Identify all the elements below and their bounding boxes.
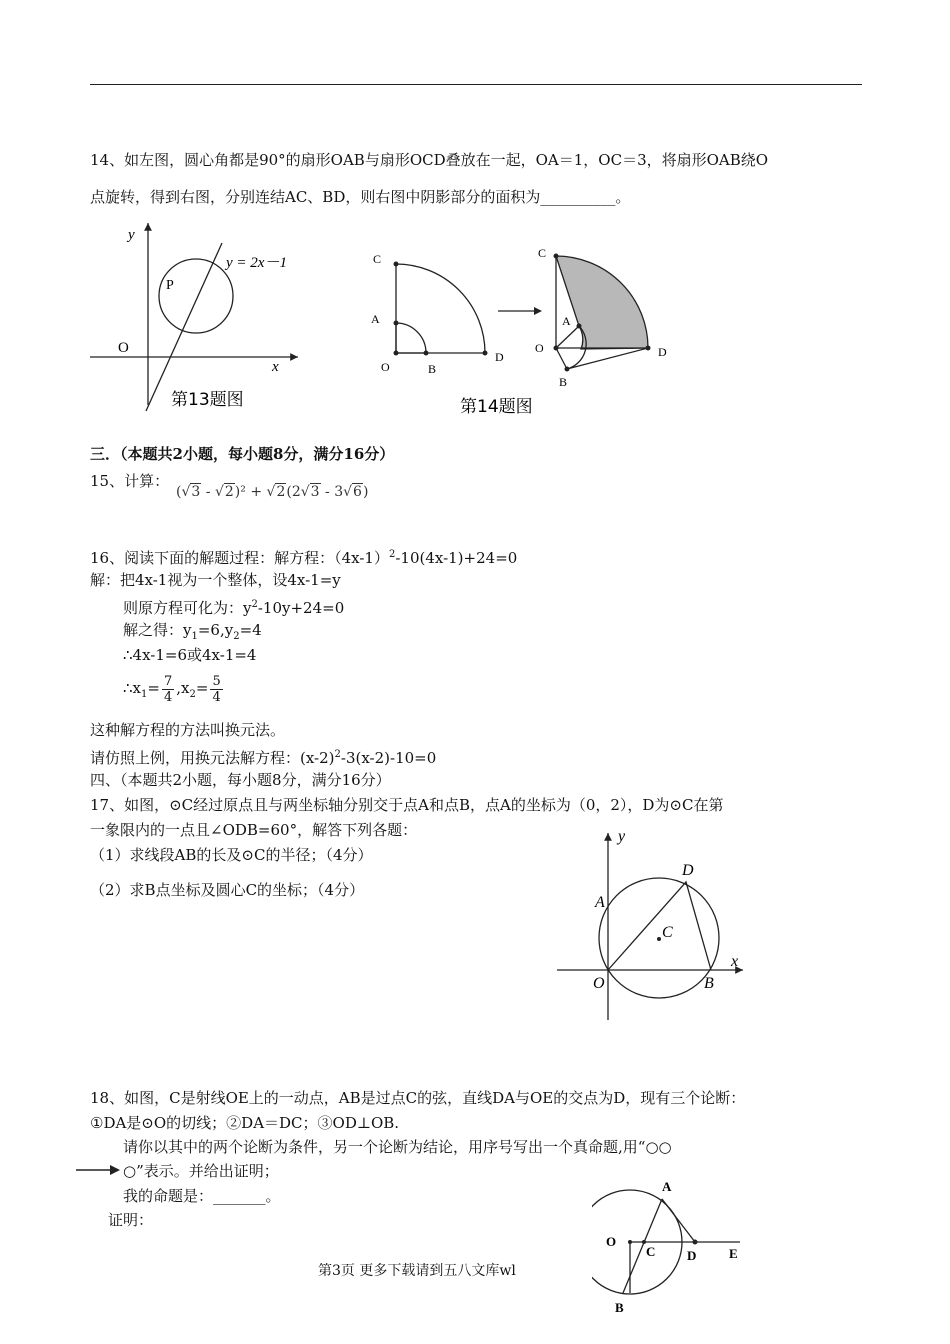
frac1-num: 7 [163, 673, 173, 689]
frac2-den: 4 [212, 689, 221, 705]
q18-line4: ○”表示。并给出证明； [123, 1162, 279, 1180]
fig13-caption: 第13题图 [171, 390, 244, 410]
line-da [662, 1199, 695, 1242]
q16-l8a: 请仿照上例，用换元法解方程：(x-2) [90, 749, 335, 767]
label-c-right: C [538, 246, 547, 260]
label-x-17: x [731, 953, 739, 970]
q16-line6 [123, 670, 225, 713]
label-a-17: A [595, 894, 605, 911]
q14-line2: 点旋转，得到右图，分别连结AC、BD，则右图中阴影部分的面积为__________。 [90, 188, 631, 206]
label-a-18: A [662, 1179, 672, 1194]
label-line: y = 2x－1 [226, 255, 287, 271]
label-b-17: B [704, 975, 714, 992]
label-b-right: B [559, 375, 568, 389]
label-c-17: C [662, 924, 673, 941]
q16-l3b: -10y+24=0 [257, 599, 345, 617]
q16-l8b: -3(x-2)-10=0 [340, 749, 437, 767]
q16-l3a: 则原方程可化为：y [123, 599, 252, 617]
label-x: x [272, 359, 279, 375]
label-d-left: D [495, 350, 504, 364]
q16-l8sup: 2 [334, 749, 341, 760]
f-minus1: - [201, 484, 215, 500]
q18-line6: 证明： [108, 1211, 154, 1229]
q15-formula: (√3 - √2)² + √2(2√3 - 3√6) [176, 484, 369, 500]
q16-l1b: -10(4x-1)+24=0 [395, 549, 518, 567]
f-paren: (2 [286, 484, 301, 500]
q16-l4b: =6,y [197, 621, 234, 639]
label-o-18: O [606, 1234, 617, 1249]
f-open: ( [176, 484, 182, 500]
q16-l6eq2: = [195, 679, 209, 697]
q16-line2: 解：把4x-1视为一个整体，设4x-1=y [90, 571, 341, 589]
q16-l6eq1: = [147, 679, 160, 697]
fig14-caption: 第14题图 [460, 397, 533, 417]
chord-ab [623, 1199, 662, 1293]
f-minus2: - 3 [320, 484, 344, 500]
page-footer: 第3页 更多下载请到五八文库wl [318, 1263, 516, 1279]
arrow-right-icon [76, 1164, 122, 1176]
q16-line8 [90, 745, 436, 768]
label-c-18: C [646, 1244, 656, 1259]
line-y-2x-1 [146, 243, 222, 411]
circle-p [159, 259, 233, 333]
sector-oab [396, 323, 426, 353]
label-e-18: E [729, 1246, 738, 1261]
fraction-7-4 [162, 674, 174, 705]
label-d-18: D [687, 1248, 697, 1263]
q16-l3sup: 2 [251, 599, 258, 610]
label-y: y [128, 227, 135, 243]
label-a-left: A [371, 312, 380, 326]
section-4-heading: 四、（本题共2小题，每小题8分，满分16分） [90, 771, 391, 789]
fraction-5-4 [210, 674, 222, 705]
label-p: P [166, 278, 174, 293]
label-b-left: B [428, 362, 437, 376]
label-a-right: A [562, 314, 571, 328]
q16-l4c: =4 [239, 621, 262, 639]
q18-line5: 我的命题是：_______。 [123, 1187, 281, 1205]
q15-label: 15、计算： [90, 472, 170, 490]
q18-line1: 18、如图，C是射线OE上的一动点，AB是过点C的弦，直线DA与OE的交点为D，现有三个论断： [90, 1089, 746, 1107]
q16-l6b: ,x [176, 679, 190, 697]
f-close: ) [362, 484, 369, 500]
section-3-heading: 三．（本题共2小题，每小题8分，满分16分） [90, 445, 395, 463]
label-o-left: O [381, 360, 390, 374]
q17-part1: （1）求线段AB的长及⊙C的半径；（4分） [90, 846, 373, 864]
q16-l1a: 16、阅读下面的解题过程：解方程：（4x-1） [90, 549, 389, 567]
f-r2a: 2 [224, 484, 234, 500]
q16-line7: 这种解方程的方法叫换元法。 [90, 721, 286, 739]
label-o: O [118, 340, 129, 356]
figure-18 [592, 1172, 757, 1320]
label-b-18: B [615, 1300, 624, 1315]
figure-14 [360, 236, 680, 421]
label-c-left: C [373, 252, 382, 266]
q16-l4s2: 2 [233, 631, 240, 642]
q18-line3: 请你以其中的两个论断为条件，另一个论断为结论，用序号写出一个真命题,用“○○ [123, 1138, 672, 1156]
frac1-den: 4 [163, 689, 173, 705]
figure-17 [555, 825, 755, 1025]
header-rule [90, 84, 862, 85]
f-r3: 3 [191, 484, 201, 500]
q17-line1: 17、如图，⊙C经过原点且与两坐标轴分别交于点A和点B，点A的坐标为（0，2），D为⊙C在第 [90, 796, 724, 814]
q18-line2: ①DA是⊙O的切线；②DA＝DC；③OD⊥OB. [90, 1114, 400, 1132]
f-square: )² [234, 484, 246, 500]
label-y-17: y [618, 828, 626, 845]
q17-part2: （2）求B点坐标及圆心C的坐标；（4分） [90, 881, 365, 899]
label-o-17: O [593, 975, 605, 992]
q16-l6a: ∴x [123, 679, 142, 697]
q16-line5: ∴4x-1=6或4x-1=4 [123, 646, 257, 664]
label-d-17: D [682, 862, 694, 879]
label-d-right: D [658, 345, 667, 359]
q16-line1 [90, 545, 517, 568]
q16-l6s1: 1 [141, 689, 148, 700]
q16-l1sup: 2 [388, 549, 396, 560]
label-o-right: O [535, 341, 544, 355]
triangle-odb [608, 882, 711, 970]
f-plus: + [245, 484, 267, 500]
q16-l6s2: 2 [189, 689, 196, 700]
f-r2b: 2 [276, 484, 286, 500]
q16-line3 [123, 595, 344, 618]
f-r6: 6 [353, 484, 362, 500]
q16-l4s1: 1 [191, 631, 198, 642]
frac2-num: 5 [212, 673, 221, 689]
q16-line4 [123, 620, 262, 647]
f-r3b: 3 [310, 484, 320, 500]
q17-line2: 一象限内的一点且∠ODB=60°，解答下列各题： [90, 821, 418, 839]
sector-ocd [396, 264, 485, 353]
q14-line1: 14、如左图，圆心角都是90°的扇形OAB与扇形OCD叠放在一起，OA＝1，OC＝3，将扇形OAB绕O [90, 151, 769, 169]
figure-13 [86, 215, 311, 420]
q16-l4a: 解之得：y [123, 621, 192, 639]
